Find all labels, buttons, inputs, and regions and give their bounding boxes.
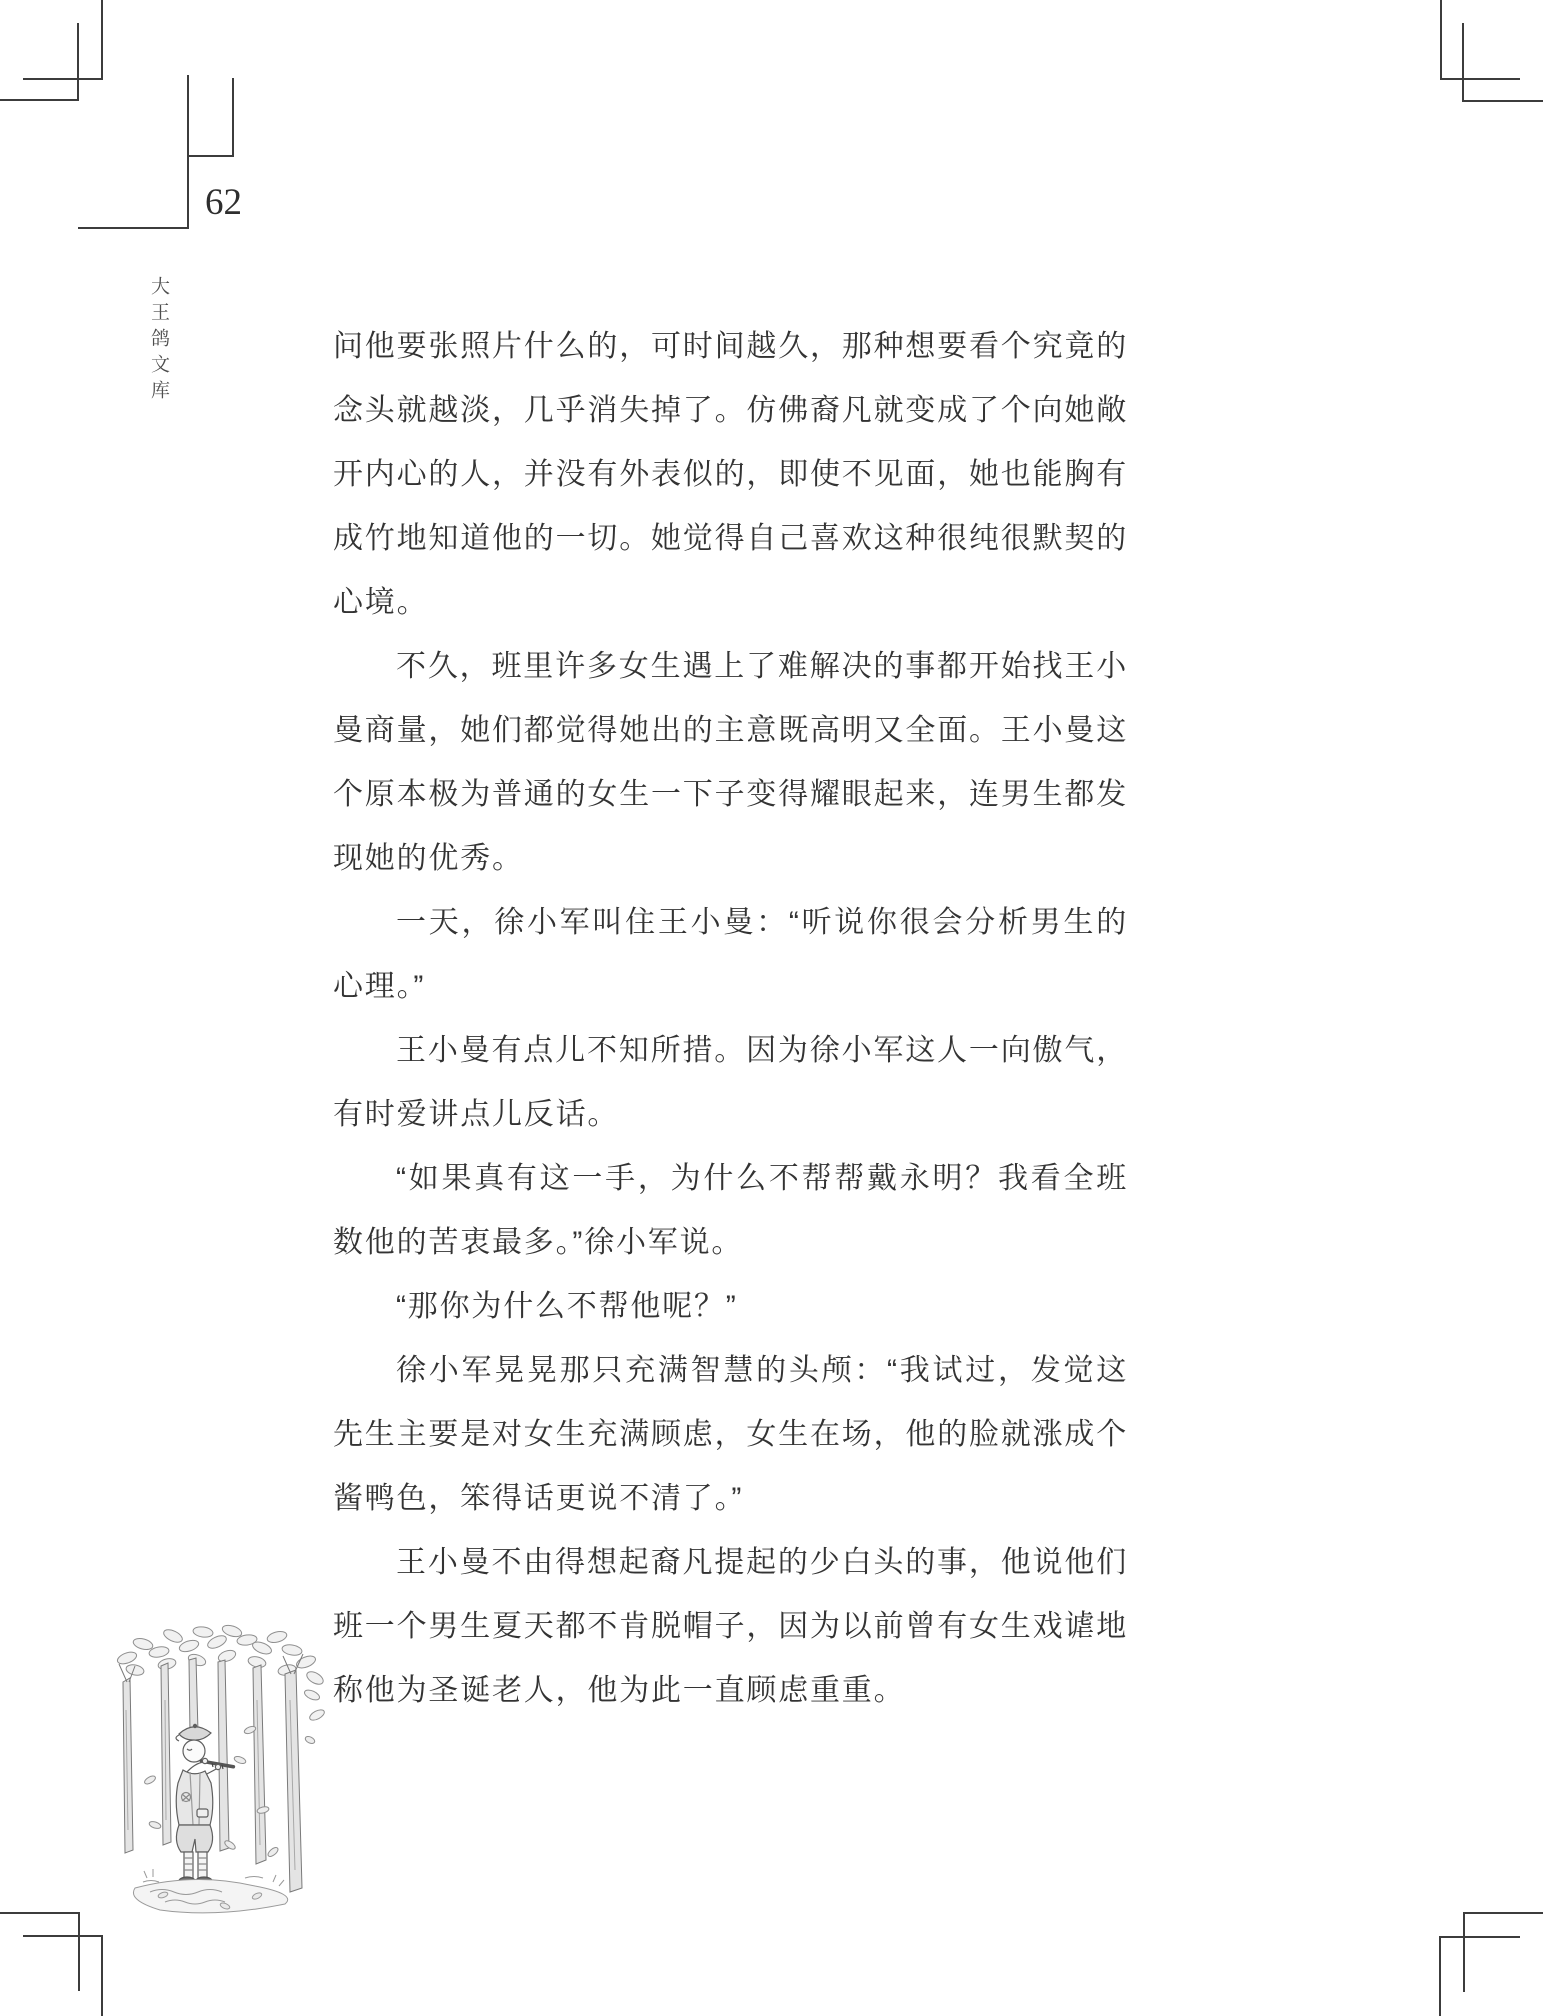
paragraph: 王小曼不由得想起裔凡提起的少白头的事，他说他们班一个男生夏天都不肯脱帽子，因为以前曾有女生戏谑地称他为圣诞老人，他为此一直顾虑重重。	[333, 1546, 1128, 1707]
crop-mark-line	[1463, 1912, 1543, 1914]
crop-mark-line	[1439, 1936, 1441, 2016]
crop-mark-line	[1440, 0, 1442, 79]
paragraph: 王小曼有点儿不知所措。因为徐小军这人一向傲气，有时爱讲点儿反话。	[333, 1034, 1128, 1131]
paragraph: “如果真有这一手，为什么不帮帮戴永明？我看全班数他的苦衷最多。”徐小军说。	[333, 1162, 1128, 1259]
paragraph: 不久，班里许多女生遇上了难解决的事都开始找王小曼商量，她们都觉得她出的主意既高明又全面。王小曼这个原本极为普通的女生一下子变得耀眼起来，连男生都发现她的优秀。	[333, 650, 1128, 875]
crop-mark-line	[101, 1935, 103, 2016]
crop-mark-line	[0, 99, 79, 101]
crop-mark-line	[23, 1935, 103, 1937]
paragraph: 徐小军晃晃那只充满智慧的头颅：“我试过，发觉这先生主要是对女生充满顾虑，女生在场，他的脸就涨成个酱鸭色，笨得话更说不清了。”	[333, 1354, 1128, 1515]
crop-mark-line	[1462, 23, 1464, 102]
crop-mark-line	[1439, 1936, 1520, 1938]
crop-mark-line	[78, 1912, 80, 1991]
crop-mark-line	[1462, 100, 1543, 102]
ground	[133, 1869, 287, 1913]
forest-flute-illustration	[105, 1620, 325, 1930]
crop-mark-line	[0, 1912, 80, 1914]
page-number: 62	[205, 182, 242, 223]
ornament-line	[187, 75, 189, 229]
crop-mark-line	[1463, 1912, 1465, 1992]
body-text	[333, 315, 1128, 1723]
ornament-line	[232, 78, 234, 157]
paragraph: 问他要张照片什么的，可时间越久，那种想要看个究竟的念头就越淡，几乎消失掉了。仿佛裔凡就变成了个向她敞开内心的人，并没有外表似的，即使不见面，她也能胸有成竹地知道他的一切。她觉得自己喜欢这种很纯很默契的心境。	[333, 330, 1128, 619]
crop-mark-line	[23, 78, 103, 80]
paragraph: 一天，徐小军叫住王小曼：“听说你很会分析男生的心理。”	[333, 906, 1128, 1003]
ornament-line	[187, 155, 234, 157]
ornament-line	[78, 227, 189, 229]
crop-mark-line	[77, 23, 79, 101]
crop-mark-line	[1440, 78, 1520, 80]
paragraph: “那你为什么不帮他呢？”	[396, 1290, 738, 1323]
crop-mark-line	[101, 0, 103, 79]
series-spine-title: 大王鸽文库	[148, 276, 169, 406]
tree-trunks	[119, 1654, 303, 1892]
